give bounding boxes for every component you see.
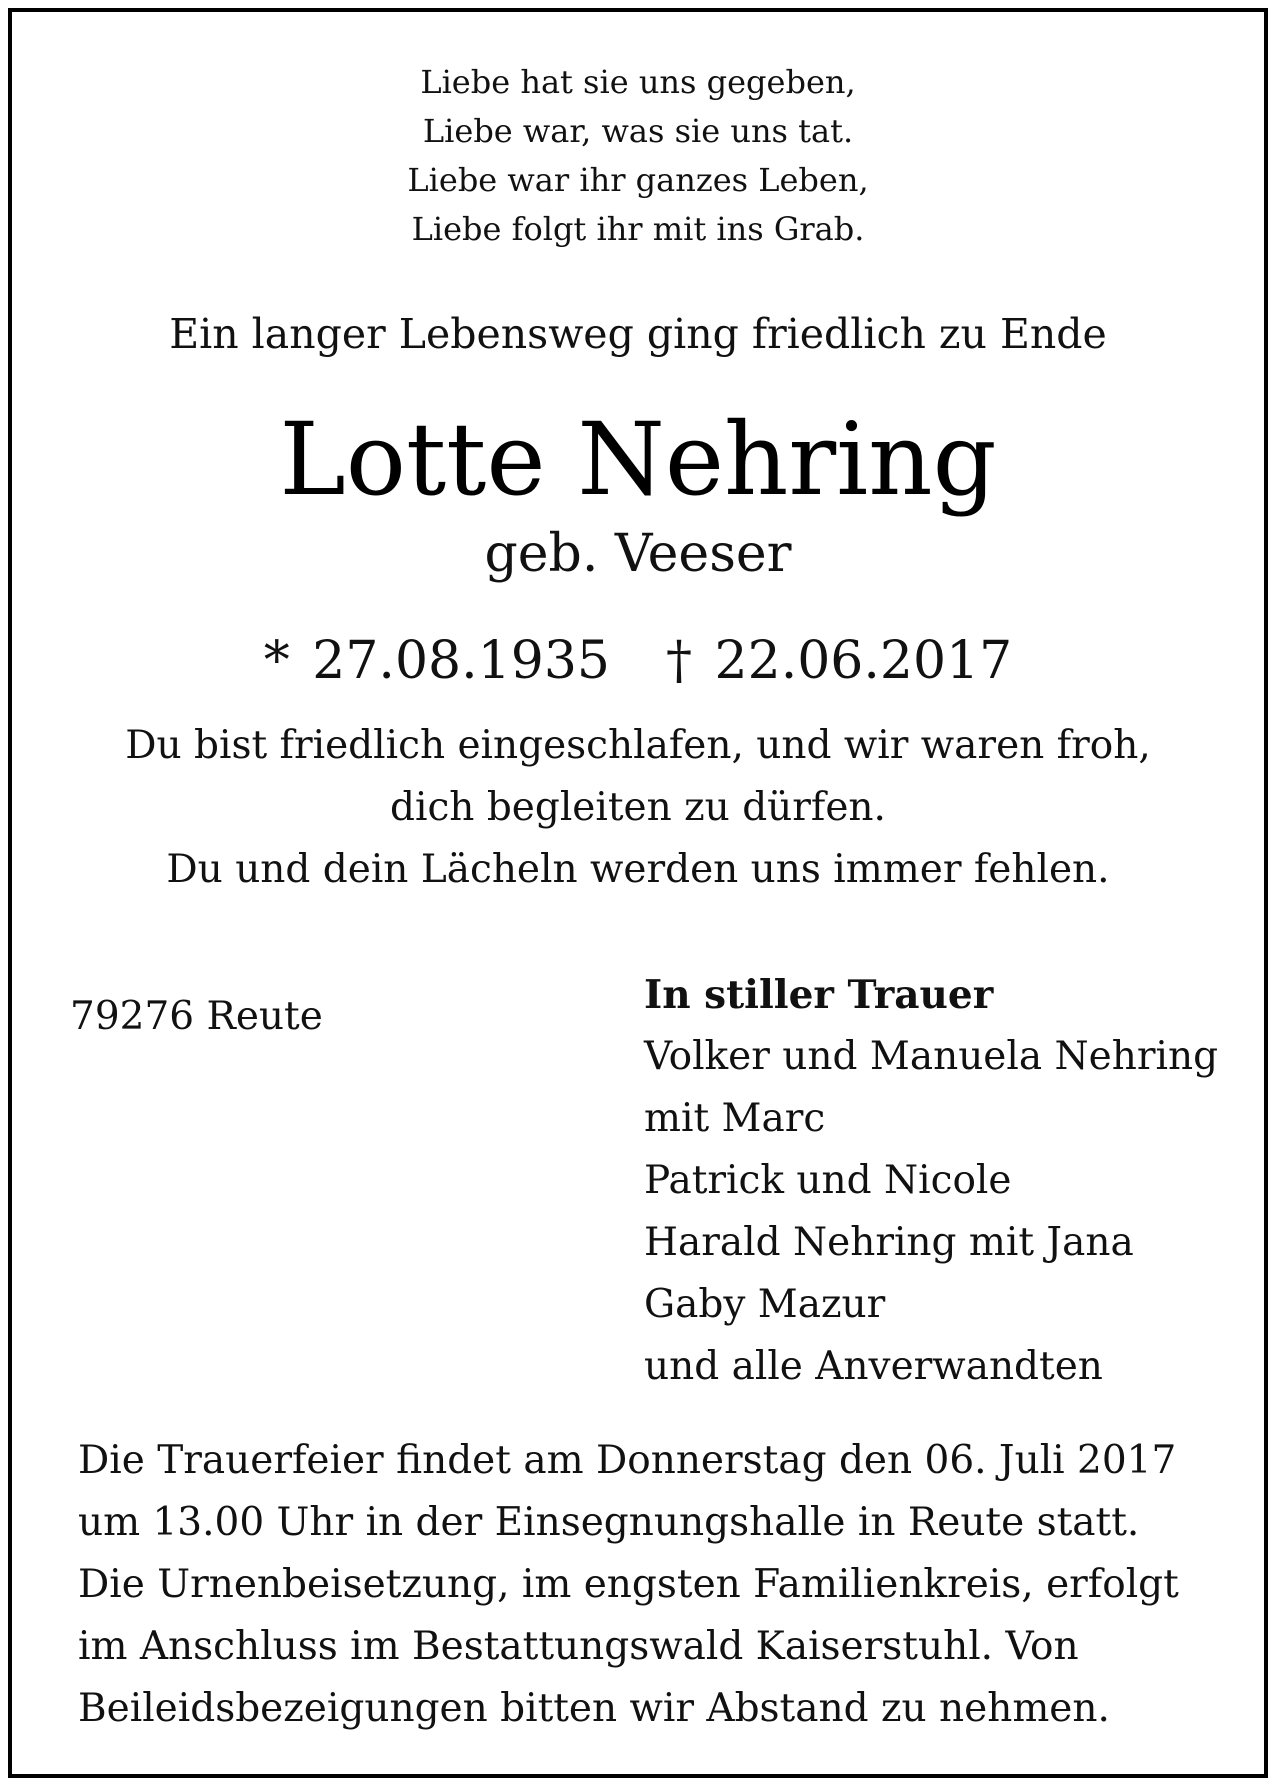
service-line: im Anschluss im Bestattungswald Kaiserstuhl. Von: [78, 1624, 1079, 1669]
mourners-block: [644, 964, 1218, 1398]
birth-date: * 27.08.1935: [263, 631, 610, 691]
farewell-line: Du und dein Lächeln werden uns immer fehlen.: [166, 847, 1110, 892]
mourner-name: Volker und Manuela Nehring: [644, 1034, 1219, 1079]
poem-line: Liebe war ihr ganzes Leben,: [407, 161, 869, 199]
poem-line: Liebe war, was sie uns tat.: [422, 112, 854, 150]
death-date: † 22.06.2017: [666, 631, 1013, 691]
maiden-name: geb. Veeser: [484, 524, 792, 584]
poem-line: Liebe hat sie uns gegeben,: [420, 63, 856, 101]
deceased-name: Lotte Nehring: [279, 401, 997, 518]
place: 79276 Reute: [70, 994, 323, 1039]
mourners-heading: In stiller Trauer: [644, 972, 994, 1018]
service-info: [78, 1430, 1179, 1740]
farewell-line: dich begleiten zu dürfen.: [390, 785, 886, 830]
service-line: Beileidsbezeigungen bitten wir Abstand zu nehmen.: [78, 1686, 1110, 1731]
mourner-name: mit Marc: [644, 1096, 826, 1141]
service-line: Die Urnenbeisetzung, im engsten Familienkreis, erfolgt: [78, 1562, 1179, 1607]
mourner-name: Gaby Mazur: [644, 1282, 886, 1327]
poem: [12, 58, 1264, 254]
lead-line: Ein langer Lebensweg ging friedlich zu Ende: [169, 310, 1107, 358]
service-line: um 13.00 Uhr in der Einsegnungshalle in Reute statt.: [78, 1500, 1140, 1545]
poem-line: Liebe folgt ihr mit ins Grab.: [411, 210, 865, 248]
service-line: Die Trauerfeier findet am Donnerstag den 06. Juli 2017: [78, 1438, 1177, 1483]
mourner-name: Harald Nehring mit Jana: [644, 1220, 1134, 1265]
mourner-name: Patrick und Nicole: [644, 1158, 1012, 1203]
farewell-text: [12, 715, 1264, 901]
life-dates: [12, 628, 1264, 694]
mourner-name: und alle Anverwandten: [644, 1344, 1103, 1389]
farewell-line: Du bist friedlich eingeschlafen, und wir waren froh,: [125, 723, 1151, 768]
obituary-notice: [8, 8, 1268, 1778]
